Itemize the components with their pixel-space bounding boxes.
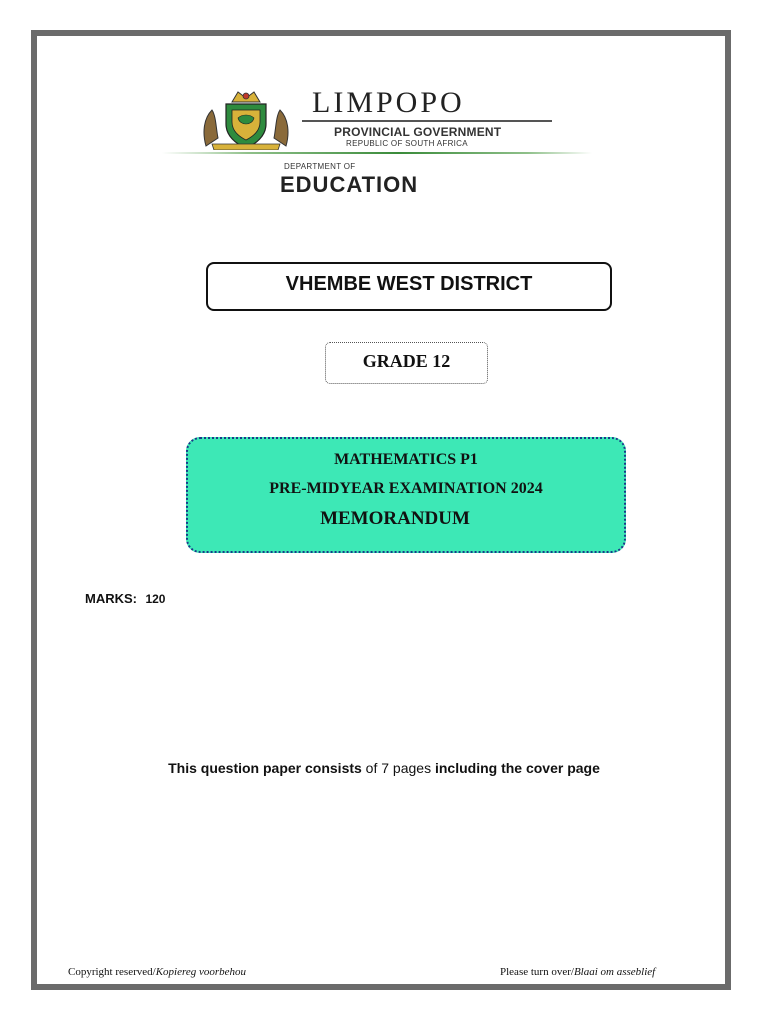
logo-department-prefix: DEPARTMENT OF xyxy=(284,162,356,171)
exam-title: PRE-MIDYEAR EXAMINATION 2024 xyxy=(269,480,543,497)
district-name: VHEMBE WEST DISTRICT xyxy=(285,273,533,295)
footer-turn-over-af: Blaai om asseblief xyxy=(573,966,656,978)
logo-country: REPUBLIC OF SOUTH AFRICA xyxy=(346,139,468,148)
footer-copyright-af: Kopiereg voorbehou xyxy=(155,966,247,978)
logo-department: EDUCATION xyxy=(280,172,419,197)
grade-label: GRADE 12 xyxy=(362,351,451,371)
logo-title-rule xyxy=(302,120,552,122)
document-type: MEMORANDUM xyxy=(320,508,470,529)
marks-label: MARKS: xyxy=(85,591,137,606)
district-box xyxy=(206,262,612,311)
pages-statement-part1: This question paper consists xyxy=(168,760,362,776)
subject-box xyxy=(186,437,626,553)
logo-green-rule xyxy=(162,152,592,154)
subject-title: MATHEMATICS P1 xyxy=(334,451,478,468)
logo-title: LIMPOPO xyxy=(312,86,465,119)
footer-turn-over xyxy=(500,966,655,978)
pages-statement-part2: of 7 pages xyxy=(361,760,435,776)
marks-value: 120 xyxy=(145,592,166,606)
pages-statement xyxy=(0,760,768,776)
marks xyxy=(85,590,165,608)
limpopo-education-logo xyxy=(162,78,598,206)
footer-turn-over-en: Please turn over/ xyxy=(500,966,574,978)
grade-box xyxy=(325,342,488,384)
footer-copyright xyxy=(68,966,246,978)
pages-statement-part3: including the cover page xyxy=(434,760,600,776)
logo-subtitle: PROVINCIAL GOVERNMENT xyxy=(334,125,502,139)
footer-copyright-en: Copyright reserved/ xyxy=(68,966,156,978)
coat-of-arms-icon xyxy=(198,88,294,150)
